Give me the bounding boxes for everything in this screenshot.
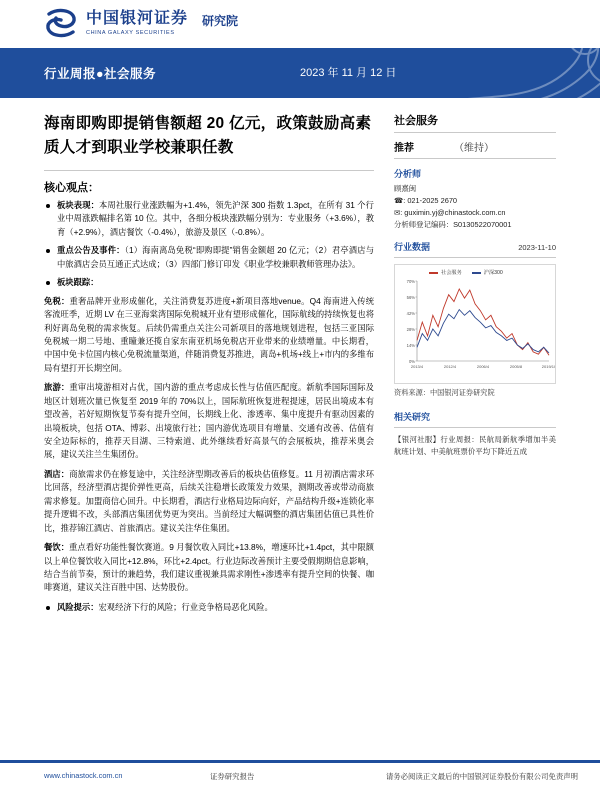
footer-divider [0,760,600,763]
paragraph-lead: 餐饮： [44,542,70,553]
footer-website[interactable]: www.chinastock.com.cn [44,771,123,780]
report-banner [0,48,600,98]
paragraph-duty-free [44,295,374,376]
chart-legend [429,269,503,276]
brand-logo [44,6,238,40]
footer-center-label: 证券研究报告 [210,772,255,781]
masthead [0,0,600,48]
paragraph-catering [44,541,374,595]
banner-date: 2023 年 11 月 12 日 [300,67,397,79]
paragraph-text: 重审出境游相对占优，国内游的重点考虑成长性与估值匹配度。新航季国际国际及地区计划班次量已恢复至 2019 年的 70%以上，国际航班恢复进程提速，居民出境成本有望改善，若好短期恢复节奏有提升空间，长期线上化、渗透率、集中度提升有驱动因素的出境板块，包括 OTA、博彩、出境旅行社；国内游优选项目有增量、交通有改善、估值有安全边际标的，推荐天目湖、三特索道、此外继续看好高景气的会展板块，推荐米奥会展，建议关注兰生集团份。 [44,382,374,460]
paragraph-tourism [44,381,374,462]
risk-text: 宏观经济下行的风险；行业竞争格局恶化风险。 [98,601,273,612]
svg-text:2005/8: 2005/8 [509,364,523,370]
related-research-title: 相关研究 [394,412,431,423]
related-research-item[interactable]: 【银河社服】行业周报：民航局新航季增加半美航班计划、中美航班票价平均下降近五成 [394,435,556,457]
industry-data-label: 行业数据 [394,242,431,253]
risk-list [44,601,374,614]
brand-dept: 研究院 [202,14,239,28]
core-view-list [44,199,374,290]
sidebar [394,112,556,458]
rating-value: （维持） [454,143,494,154]
bullet-label: 板块表现： [57,200,100,211]
brand-name-cn: 中国银河证券 [86,10,189,28]
risk-label: 风险提示： [57,601,99,612]
chart-source: 资料来源：中国银河证券研究院 [394,388,495,398]
brand-name-en: CHINA GALAXY SECURITIES [86,29,175,36]
paragraph-lead: 旅游： [44,382,70,393]
bullet-label: 重点公告及事件： [57,245,125,256]
list-item [44,244,374,271]
svg-text:28%: 28% [406,327,415,333]
svg-text:2012/4: 2012/4 [443,364,457,370]
rating-label: 推荐 [394,143,414,154]
page-title: 海南即购即提销售额超 20 亿元，政策鼓励高素质人才到职业学校兼职任教 [44,115,372,157]
galaxy-logo-icon [44,6,78,40]
bullet-text: （1）海南离岛免税“即购即提”销售金额超 20 亿元；（2）君亭酒店与中旅酒店会员互通正式达成；（3）四部门修订印发《职业学校兼职教师管理办法》。 [57,245,374,269]
analyst-cert: 分析师登记编码：S0130522070001 [394,219,512,229]
legend-swatch-icon [472,272,481,274]
svg-text:2019/10: 2019/10 [541,364,555,370]
svg-text:2013/4: 2013/4 [410,364,424,370]
legend-label: 社会服务 [441,270,462,277]
footer-disclaimer: 请务必阅读正文最后的中国银河证券股份有限公司免责声明 [385,772,578,781]
footer [0,766,600,790]
bullet-text: 本周社服行业涨跌幅为+1.4%，领先沪深 300 指数 1.3pct，在所有 31 个行业中周涨跌幅排名第 10 位。其中，各细分板块涨跌幅分别为：专业服务（+3.6%），教育（+2.9%），酒店餐饮（-0.4%），旅游及景区（-0.8%）。 [57,200,374,237]
svg-text:14%: 14% [406,343,415,349]
paragraph-text: 商旅需求仍在修复途中，关注经济型期改善后的板块估值修复。11 月初酒店需求环比回落，经济型酒店提价弹性更高，后续关注稳增长政策发力效果，测期改善或带动商旅需求修复。加盟商信心回升。中长期看，酒店行业格局边际向好，产品结构升级+连锁化率提升逻辑不改，头部酒店集团优势更为突出。当前经过大幅调整的酒店集团估值已具性价比，推荐锦江酒店、首旅酒店。建议关注华住集团。 [44,468,374,533]
list-item [44,276,374,289]
svg-text:56%: 56% [406,295,415,301]
analyst-heading: 分析师 [394,169,422,179]
svg-text:2006/4: 2006/4 [476,364,490,370]
chart-canvas [395,265,555,381]
title-divider [44,170,374,171]
industry-data-date: 2023-11-10 [518,243,556,253]
sidebar-divider-1 [394,132,556,133]
list-item [44,199,374,239]
rating-row [394,139,556,154]
legend-item-sector [429,269,462,276]
paragraph-hotel [44,468,374,535]
banner-category: 行业周报●社会服务 [44,67,157,81]
paragraph-lead: 酒店： [44,468,70,479]
paragraph-lead: 免税： [44,295,70,306]
svg-text:70%: 70% [406,279,415,285]
bullet-label: 板块跟踪： [57,277,99,288]
sidebar-divider-4 [394,427,556,428]
legend-label: 沪深300 [483,270,503,277]
sidebar-divider-3 [394,257,556,258]
svg-text:0%: 0% [408,359,415,365]
industry-data-header [394,240,556,253]
decorative-swirl-icon [380,48,600,98]
sidebar-sector: 社会服务 [394,115,438,127]
analyst-name: 顾熹闽 [394,184,417,193]
analyst-email[interactable]: ✉: guximin.yj@chinastock.com.cn [394,207,506,217]
industry-chart [394,264,556,384]
legend-item-index [472,269,503,276]
list-item [44,601,374,614]
core-view-heading: 核心观点： [44,182,99,195]
paragraph-text: 重奢品牌开业形成催化，关注消费复苏进度+新项目落地venue。Q4 海南进入传统客流旺季，近期 LV 在三亚海棠湾国际免税城开业有望形成催化，国际航线的持续恢复也将利好离岛免税的需求恢复。后续仍需重点关注公司新项目的落地规划进程，包括三亚国际免税城一期二号地、重瞳兼还揽自家东南亚机场免税店开业带来的业绩增量。中长期看，中国中免卡位国内核心免税流量渠道，伴随消费复苏推进，离岛+机场+线上+市内的多维布局有望打开长期空间。 [44,295,374,373]
paragraph-text: 重点看好功能性餐饮赛道。9 月餐饮收入同比+13.8%，增速环比+1.4pct，其中限额以上单位餐饮收入同比+12.8%，环比+2.4pct。行业边际改善预计主要受假期期信息影响，结合当前节奏，预计的兼趋势，我们建议重视兼具需求刚性+渗透率有提升空间的快餐、咖啡赛道，建议关注百胜中国、达势股份。 [44,542,374,593]
legend-swatch-icon [429,272,438,274]
svg-text:42%: 42% [406,311,415,317]
main-content [44,112,374,619]
sidebar-divider-2 [394,158,556,159]
analyst-phone: ☎: 021-2025 2670 [394,195,458,205]
